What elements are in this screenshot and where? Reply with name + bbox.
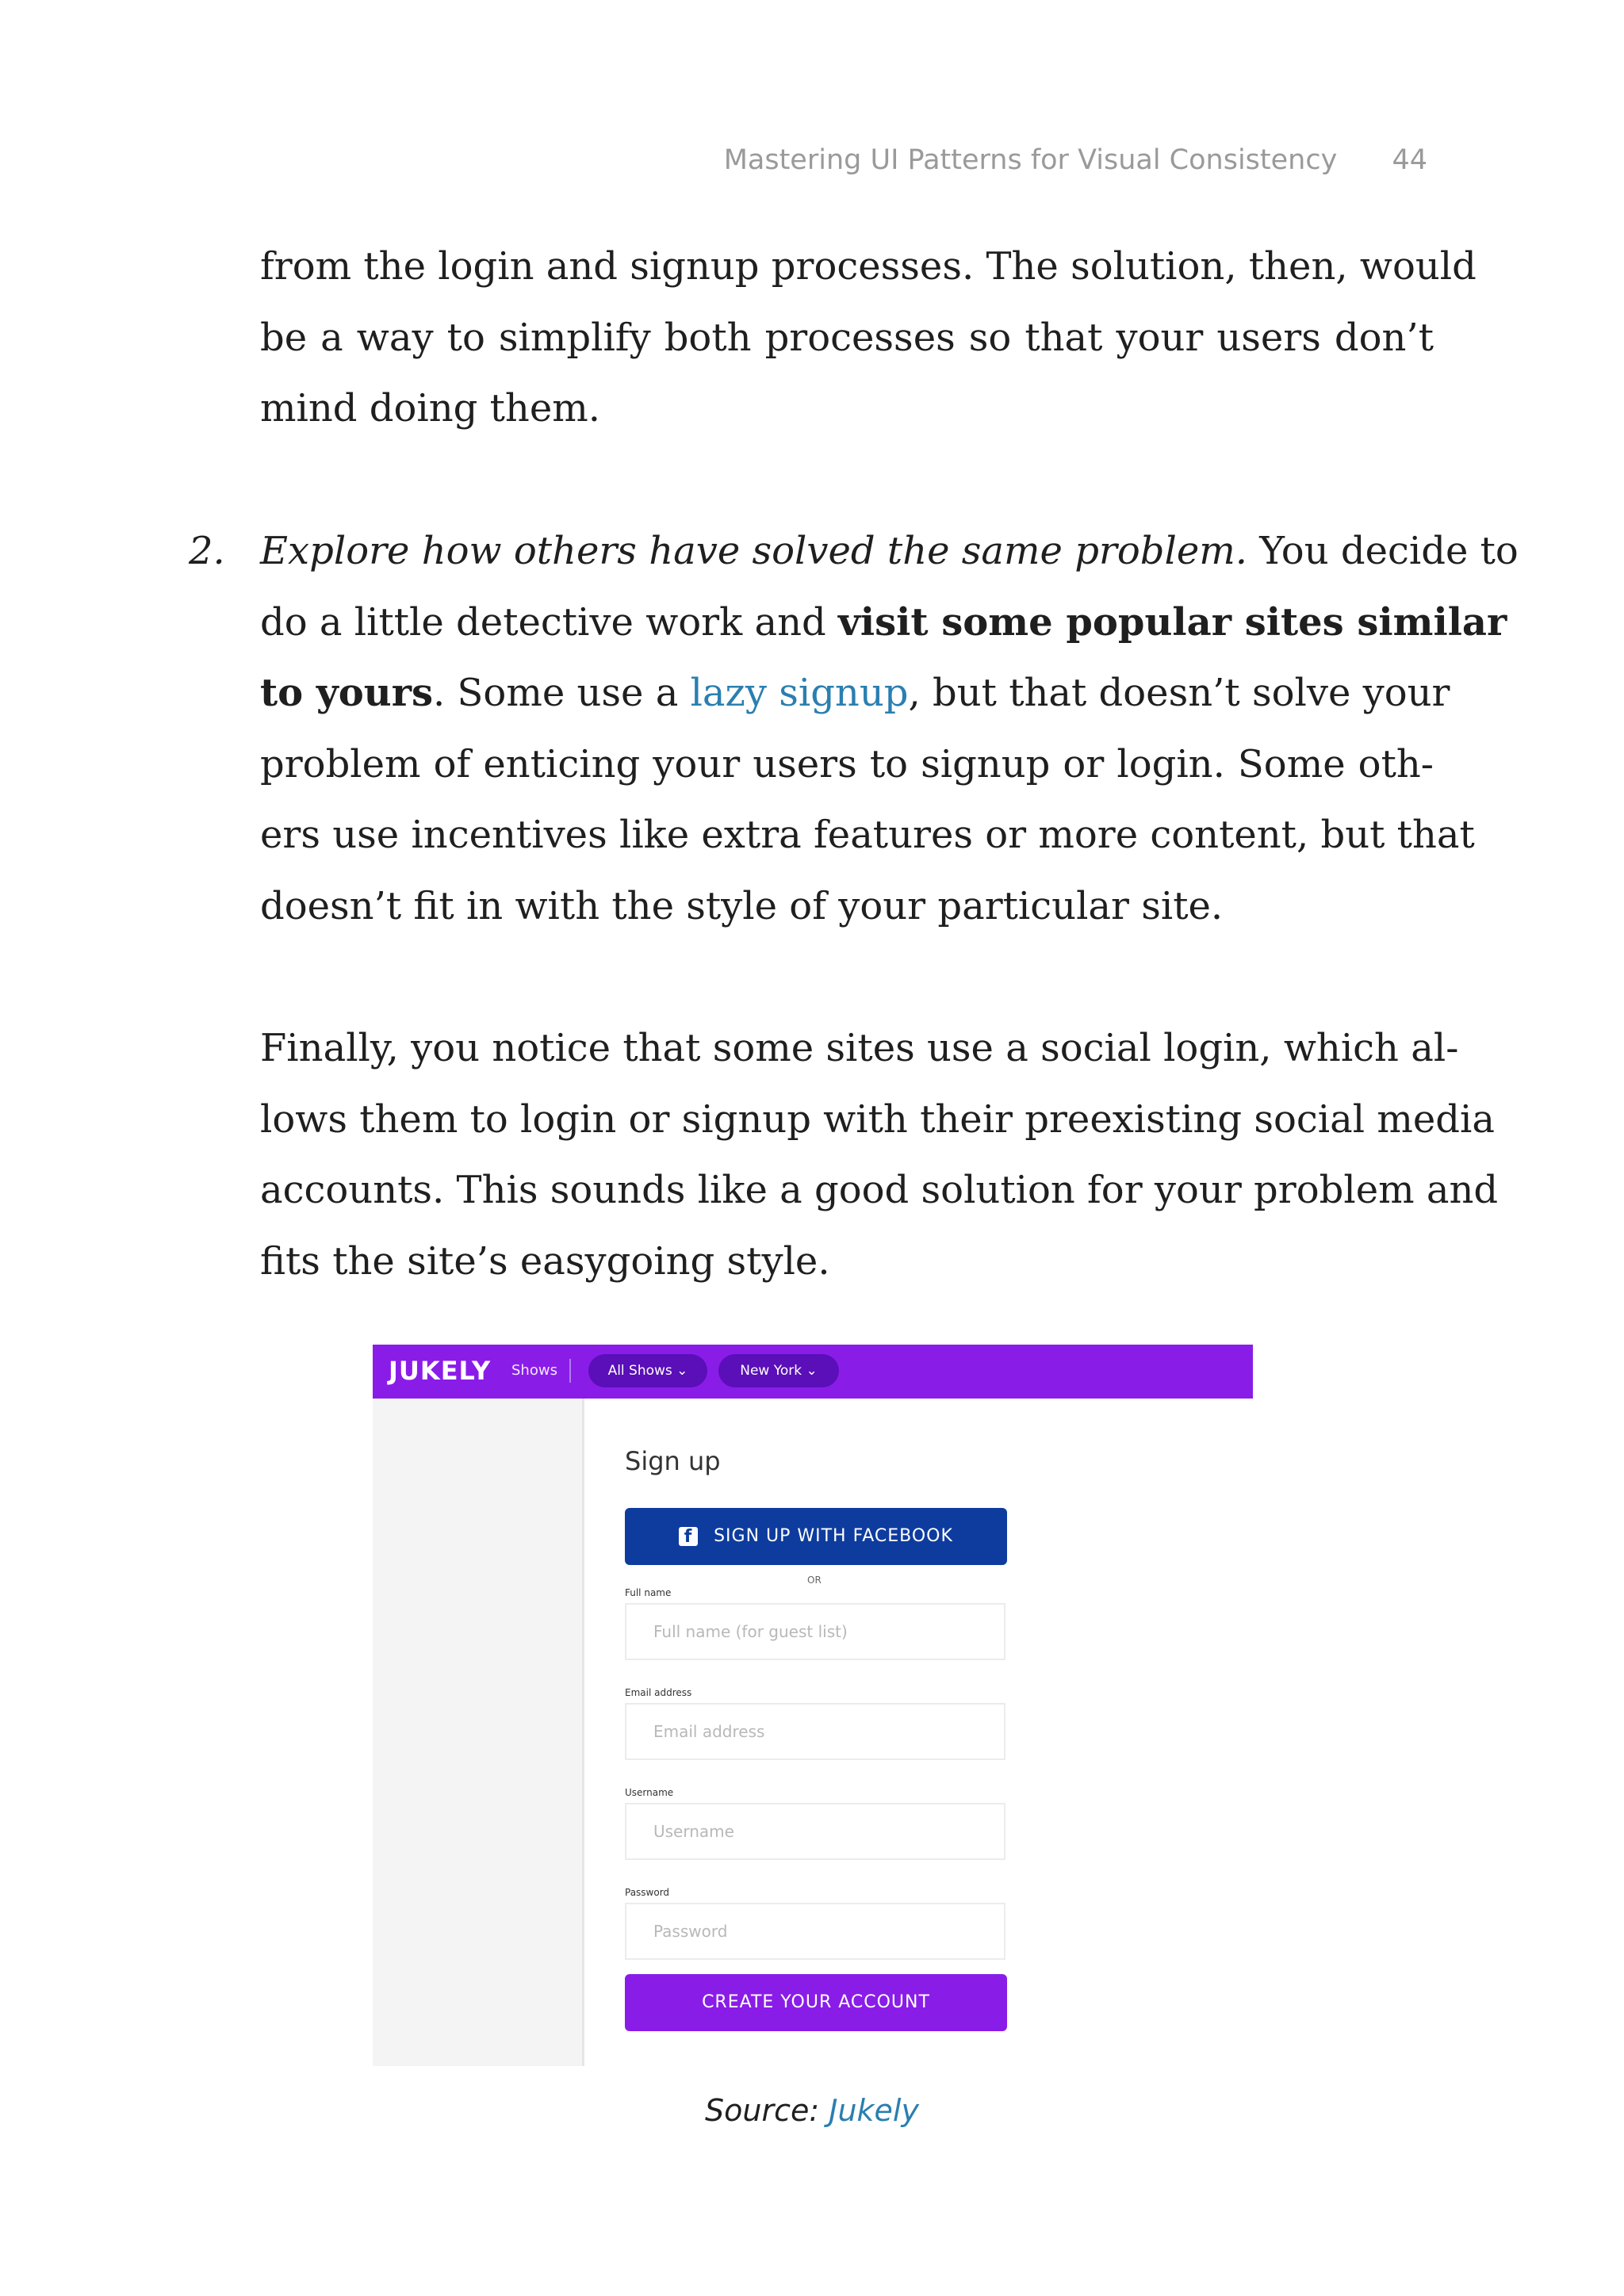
text-line <box>260 658 1450 729</box>
nav-divider <box>569 1359 571 1383</box>
text-line: accounts. This sounds like a good solution for your problem and <box>260 1168 1499 1212</box>
text-line: problem of enticing your users to signup or login. Some oth- <box>260 741 1434 786</box>
email-label: Email address <box>625 1687 692 1698</box>
figure-caption <box>0 2093 1624 2128</box>
facebook-signup-button[interactable] <box>625 1508 1007 1565</box>
paragraph-social-login <box>260 1013 1499 1297</box>
text-run: , but that doesn’t solve your <box>908 671 1450 715</box>
left-sidebar <box>373 1399 584 2066</box>
nav-shows-link[interactable]: Shows <box>511 1362 557 1379</box>
jukely-logo[interactable]: JUKELY <box>389 1356 492 1386</box>
caption-prefix: Source: <box>705 2093 829 2128</box>
facebook-icon: f <box>679 1527 698 1546</box>
or-divider-label: OR <box>807 1575 822 1586</box>
create-account-button[interactable]: CREATE YOUR ACCOUNT <box>625 1974 1007 2031</box>
text-line: be a way to simplify both processes so that your users don’t <box>260 315 1434 360</box>
text-line <box>260 516 1519 587</box>
italic-lead: Explore how others have solved the same problem. <box>260 529 1248 573</box>
text-run: . Some use a <box>433 671 691 715</box>
facebook-button-label: SIGN UP WITH FACEBOOK <box>714 1526 953 1546</box>
lazy-signup-link[interactable]: lazy signup <box>690 671 909 715</box>
text-line: lows them to login or signup with their preexisting social media <box>260 1096 1495 1142</box>
page-number: 44 <box>1392 144 1427 176</box>
text-line: from the login and signup processes. The solution, then, would <box>260 244 1477 289</box>
password-label: Password <box>625 1887 670 1898</box>
book-title: Mastering UI Patterns for Visual Consistency <box>723 144 1338 176</box>
text-line: fits the site’s easygoing style. <box>260 1238 830 1284</box>
email-input[interactable] <box>625 1703 1005 1760</box>
all-shows-dropdown[interactable]: All Shows ⌄ <box>588 1354 707 1387</box>
bold-text: to yours <box>260 671 434 715</box>
running-header <box>724 144 1427 176</box>
username-input[interactable] <box>625 1803 1005 1860</box>
text-run: do a little detective work and <box>260 599 838 645</box>
text-line <box>260 587 1507 659</box>
text-line: Finally, you notice that some sites use a social login, which al- <box>260 1026 1459 1070</box>
signup-title: Sign up <box>625 1446 721 1476</box>
text-line: ers use incentives like extra features or more content, but that <box>260 813 1475 857</box>
top-navbar <box>373 1345 1253 1399</box>
full-name-label: Full name <box>625 1587 672 1598</box>
text-run: You decide to <box>1247 529 1519 573</box>
text-line: doesn’t fit in with the style of your particular site. <box>260 883 1224 928</box>
bold-text: visit some popular sites similar <box>837 599 1507 645</box>
list-item-2 <box>260 516 1519 942</box>
jukely-signup-screenshot <box>373 1345 1253 2066</box>
text-line: mind doing them. <box>260 386 601 430</box>
list-number: 2. <box>189 529 225 573</box>
password-input[interactable] <box>625 1903 1005 1960</box>
jukely-source-link[interactable]: Jukely <box>829 2093 919 2128</box>
location-dropdown[interactable]: New York ⌄ <box>718 1354 839 1387</box>
paragraph-continuation <box>260 232 1477 445</box>
username-label: Username <box>625 1787 674 1798</box>
full-name-input[interactable] <box>625 1603 1005 1660</box>
